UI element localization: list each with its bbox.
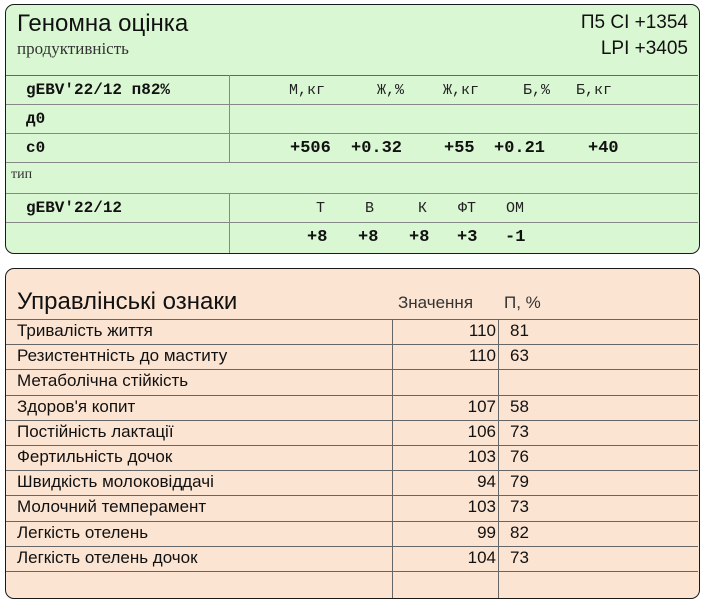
trait-name: Легкість отелень [17,522,149,542]
management-traits-panel [5,268,700,599]
trait-name: Резистентність до маститу [17,346,228,366]
trait-name: Легкість отелень дочок [17,547,198,567]
value-column-header: Значення [398,293,474,312]
trait-value: 110 [468,321,496,340]
trait-value: 103 [467,447,496,466]
trait-name: Тривалість життя [17,321,153,340]
col-v: В [365,200,375,217]
col-milk-kg: М,кг [289,82,326,99]
trait-name: Здоров'я копит [17,396,136,416]
trait-reliability: 58 [510,396,529,416]
col-k: К [418,200,428,217]
type-values-row [6,222,698,253]
column-separator [498,319,499,599]
table-row [6,571,698,595]
trait-reliability: 73 [510,497,529,517]
genomic-evaluation-panel [5,4,700,254]
column-separator [392,319,393,599]
type-t: +8 [307,228,328,247]
type-subtitle: тип [11,167,33,182]
table-row [6,420,698,444]
trait-value: 104 [467,547,496,567]
column-separator [229,193,230,253]
table-row [6,495,698,519]
trait-reliability: 81 [510,321,529,340]
column-separator [229,75,230,162]
table-row [6,344,698,368]
d0-label: д0 [26,110,46,128]
col-om: ОМ [506,200,525,217]
col-protein-kg: Б,кг [576,82,613,99]
trait-value: 94 [477,472,496,492]
trait-value: 110 [468,346,496,366]
table-row [6,395,698,419]
genomic-title: Геномна оцінка [17,10,189,37]
trait-name: Молочний темперамент [17,497,207,517]
c0-row [6,133,698,163]
trait-name: Швидкість молоковіддачі [17,472,214,492]
production-header-row [6,75,698,105]
table-row [6,546,698,570]
col-fat-pct: Ж,% [377,82,405,99]
trait-name: Постійність лактації [17,421,174,441]
type-header-row [6,193,698,223]
type-ft: +3 [457,228,478,247]
type-k: +8 [409,228,430,247]
trait-reliability: 73 [510,421,529,441]
type-om: -1 [505,228,526,247]
c0-protein-kg: +40 [588,139,619,158]
trait-reliability: 79 [510,472,529,492]
type-v: +8 [358,228,379,247]
trait-reliability: 82 [510,522,529,542]
table-row [6,319,698,343]
c0-label: с0 [26,139,46,157]
c0-fat-kg: +55 [444,139,475,158]
production-header-label: gEBV'22/12 п82% [26,81,171,99]
col-ft: ФТ [458,200,477,217]
p-column-header: П, % [504,293,541,312]
trait-name: Фертильність дочок [17,447,173,466]
trait-value: 107 [467,396,496,416]
c0-protein-pct: +0.21 [494,139,546,158]
productivity-subtitle: продуктивність [17,39,129,58]
type-header-label: gEBV'22/12 [26,199,123,217]
col-t: Т [316,200,326,217]
trait-value: 99 [477,522,496,542]
table-row [6,445,698,469]
table-row [6,521,698,545]
management-title: Управлінські ознаки [17,288,238,315]
table-row [6,470,698,494]
index-line-1: П5 CI +1354 [580,12,688,33]
c0-milk-kg: +506 [290,139,331,158]
col-fat-kg: Ж,кг [443,82,480,99]
d0-row [6,104,698,134]
trait-reliability: 63 [510,346,529,366]
trait-reliability: 76 [510,447,529,466]
index-line-2: LPI +3405 [600,38,688,59]
c0-fat-pct: +0.32 [351,139,403,158]
col-protein-pct: Б,% [523,82,551,99]
trait-name: Метаболічна стійкість [17,371,189,391]
table-row [6,369,698,393]
trait-value: 106 [467,421,496,441]
trait-value: 103 [467,497,496,517]
divider [6,162,698,163]
trait-reliability: 73 [510,547,529,567]
